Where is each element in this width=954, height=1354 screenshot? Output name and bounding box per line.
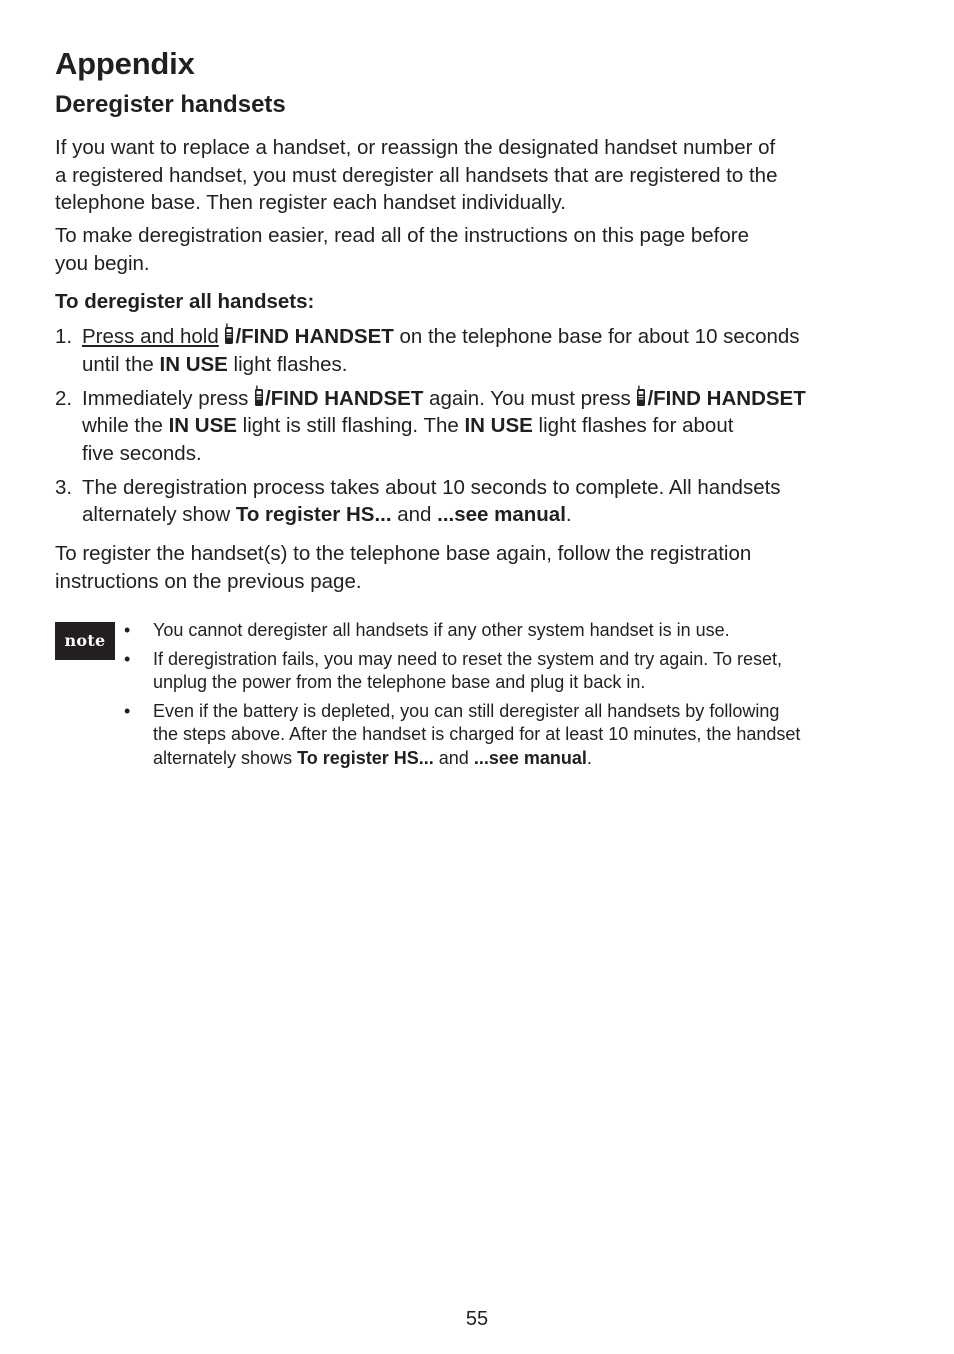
text-line: [82, 501, 925, 529]
bullet-icon: •: [124, 620, 131, 640]
step-item: [55, 385, 925, 468]
handset-icon: [254, 385, 264, 407]
note-bullet-item: [122, 648, 902, 695]
intro-paragraph-2: [55, 222, 915, 277]
text-line: To make deregistration easier, read all of the instructions on this page before: [55, 224, 749, 247]
text-fragment: while the: [82, 414, 169, 437]
text-fragment: .: [586, 747, 592, 768]
in-use-label: IN USE: [159, 352, 228, 376]
text-line: a registered handset, you must deregister all handsets that are registered to the: [55, 163, 778, 187]
steps-heading: To deregister all handsets:: [55, 290, 315, 313]
text-fragment: alternately show: [82, 503, 236, 526]
steps-list: [55, 323, 925, 535]
text-line: If you want to replace a handset, or reassign the designated handset number of: [55, 136, 776, 159]
intro-paragraph-1: [55, 134, 915, 217]
register-hs-label: To register HS...: [235, 503, 392, 526]
text-line: The deregistration process takes about 10 seconds to complete. All handsets: [82, 475, 781, 499]
page-number: 55: [465, 1308, 489, 1330]
text-line: the steps above. After the handset is charged for at least 10 minutes, the handset: [153, 724, 801, 744]
note-bullet-item: [122, 619, 902, 643]
handset-icon: [636, 385, 646, 407]
text-line: telephone base. Then register each handset individually.: [55, 191, 566, 214]
text-line: five seconds.: [82, 441, 202, 465]
text-fragment: .: [565, 503, 572, 526]
step-number: 1.: [55, 325, 73, 348]
text-line: If deregistration fails, you may need to reset the system and try again. To reset,: [153, 648, 782, 669]
step-item: [55, 474, 925, 529]
find-handset-label: /FIND HANDSET: [647, 386, 806, 410]
text-line: [82, 351, 925, 379]
note-bullet-item: [122, 700, 902, 771]
outro-paragraph: [55, 540, 915, 595]
text-line: To register the handset(s) to the telephone base again, follow the registration: [55, 542, 752, 565]
see-manual-label: ...see manual: [473, 747, 587, 768]
text-fragment: and: [433, 747, 474, 768]
text-fragment: again. You must press: [423, 386, 637, 410]
bullet-icon: •: [124, 648, 131, 669]
step-number: 2.: [55, 386, 73, 410]
text-fragment: light flashes.: [227, 352, 348, 376]
text-fragment: alternately shows: [153, 747, 298, 768]
text-line: [82, 323, 925, 351]
text-line: [153, 747, 902, 771]
press-and-hold-text: Press and hold: [82, 325, 219, 348]
in-use-label: IN USE: [168, 414, 237, 437]
in-use-label: IN USE: [464, 414, 533, 437]
bullet-icon: •: [124, 700, 131, 721]
text-fragment: and: [391, 503, 438, 526]
step-number: 3.: [55, 475, 73, 499]
text-fragment: until the: [82, 352, 160, 376]
page-title: Appendix: [55, 46, 195, 81]
section-title: Deregister handsets: [55, 91, 286, 118]
find-handset-label: /FIND HANDSET: [235, 325, 394, 348]
text-line: [82, 412, 925, 440]
text-fragment: light is still flashing. The: [236, 414, 465, 437]
text-line: [82, 385, 925, 413]
register-hs-label: To register HS...: [297, 747, 434, 768]
step-item: [55, 323, 925, 378]
note-badge: note: [55, 622, 115, 660]
text-line: instructions on the previous page.: [55, 569, 362, 593]
text-fragment: Immediately press: [82, 386, 255, 410]
see-manual-label: ...see manual: [437, 503, 566, 526]
text-line: unplug the power from the telephone base and plug it back in.: [153, 672, 646, 692]
text-line: You cannot deregister all handsets if any other system handset is in use.: [153, 620, 730, 640]
find-handset-label: /FIND HANDSET: [265, 386, 424, 410]
handset-icon: [224, 323, 234, 345]
text-line: you begin.: [55, 251, 150, 275]
text-line: Even if the battery is depleted, you can still deregister all handsets by following: [153, 700, 780, 721]
text-fragment: on the telephone base for about 10 seconds: [393, 325, 800, 348]
text-fragment: light flashes for about: [532, 414, 734, 437]
note-bullet-list: [122, 619, 902, 775]
